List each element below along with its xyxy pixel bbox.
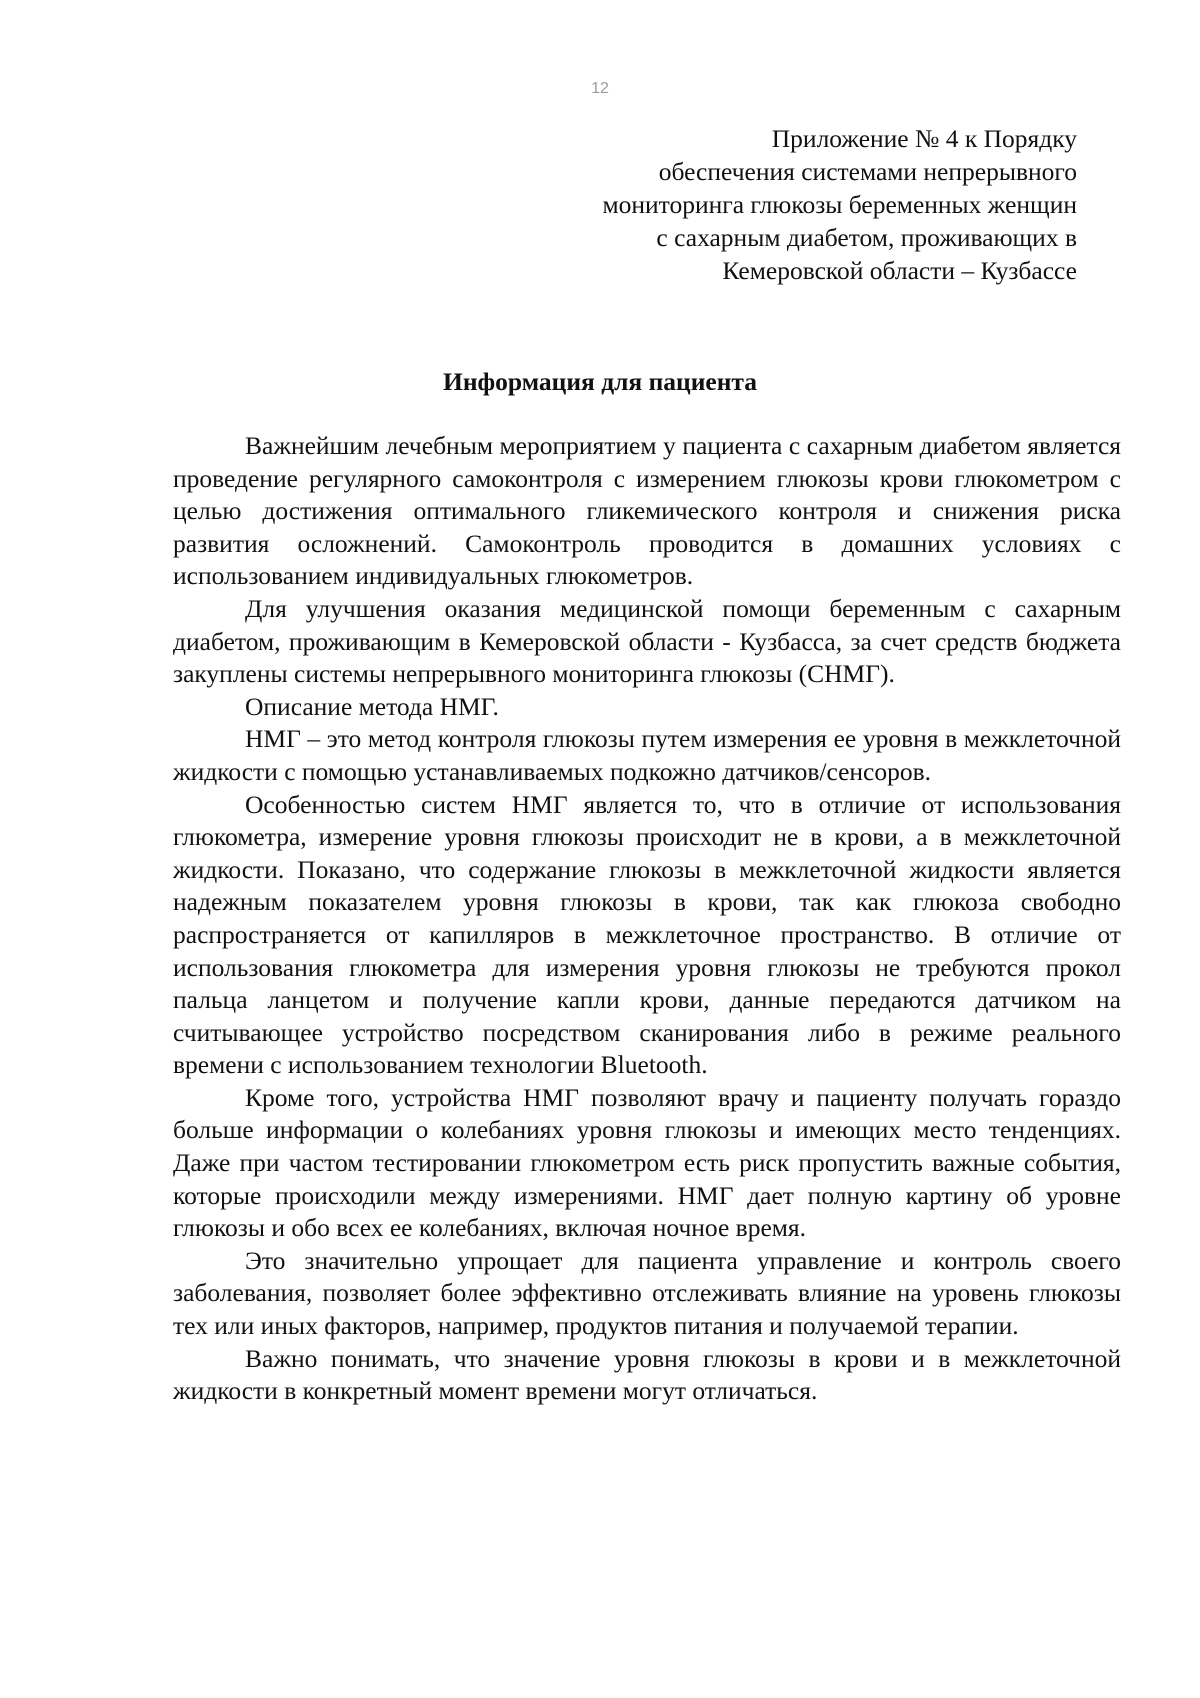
paragraph: НМГ – это метод контроля глюкозы путем измерения ее уровня в межклеточной жидкости с помощью устанавливаемых подкожно датчиков/сенсоров.	[173, 724, 1121, 786]
paragraph: Описание метода НМГ.	[245, 691, 499, 721]
appendix-line: Кемеровской области – Кузбассе	[722, 256, 1077, 285]
appendix-line: мониторинга глюкозы беременных женщин	[602, 190, 1077, 219]
appendix-line: обеспечения системами непрерывного	[658, 157, 1077, 186]
document-title: Информация для пациента	[442, 367, 758, 396]
paragraph: Кроме того, устройства НМГ позволяют врачу и пациенту получать гораздо больше информации о колебаниях уровня глюкозы и имеющих место тенденциях. Даже при частом тестировании глюкометром есть риск пропустить важные события, которые происходили между измерениями. НМГ дает полную картину об уровне глюкозы и обо всех ее колебаниях, включая ночное время.	[173, 1082, 1121, 1243]
document-body	[173, 430, 1121, 1408]
appendix-line: с сахарным диабетом, проживающих в	[656, 223, 1077, 252]
page-number: 12	[591, 80, 609, 97]
paragraph: Особенностью систем НМГ является то, что в отличие от использования глюкометра, измерение уровня глюкозы происходит не в крови, а в межклеточной жидкости. Показано, что содержание глюкозы в межклеточной жидкости является надежным показателем уровня глюкозы в крови, так как глюкоза свободно распространяется от капилляров в межклеточное пространство. В отличие от использования глюкометра для измерения уровня глюкозы не требуются прокол пальца ланцетом и получение капли крови, данные передаются датчиком на считывающее устройство посредством сканирования либо в режиме реального времени с использованием технологии Bluetooth.	[173, 789, 1121, 1080]
paragraph: Важнейшим лечебным мероприятием у пациента с сахарным диабетом является проведение регулярного самоконтроля с измерением глюкозы крови глюкометром с целью достижения оптимального гликемического контроля и снижения риска развития осложнений. Самоконтроль проводится в домашних условиях с использованием индивидуальных глюкометров.	[173, 431, 1121, 591]
paragraph: Для улучшения оказания медицинской помощи беременным с сахарным диабетом, проживающим в Кемеровской области - Кузбасса, за счет средств бюджета закуплены системы непрерывного мониторинга глюкозы (СНМГ).	[173, 593, 1121, 689]
appendix-line: Приложение № 4 к Порядку	[771, 124, 1077, 153]
paragraph: Важно понимать, что значение уровня глюкозы в крови и в межклеточной жидкости в конкретный момент времени могут отличаться.	[173, 1343, 1121, 1406]
appendix-header	[457, 122, 1077, 287]
paragraph: Это значительно упрощает для пациента управление и контроль своего заболевания, позволяет более эффективно отслеживать влияние на уровень глюкозы тех или иных факторов, например, продуктов питания и получаемой терапии.	[173, 1245, 1121, 1341]
